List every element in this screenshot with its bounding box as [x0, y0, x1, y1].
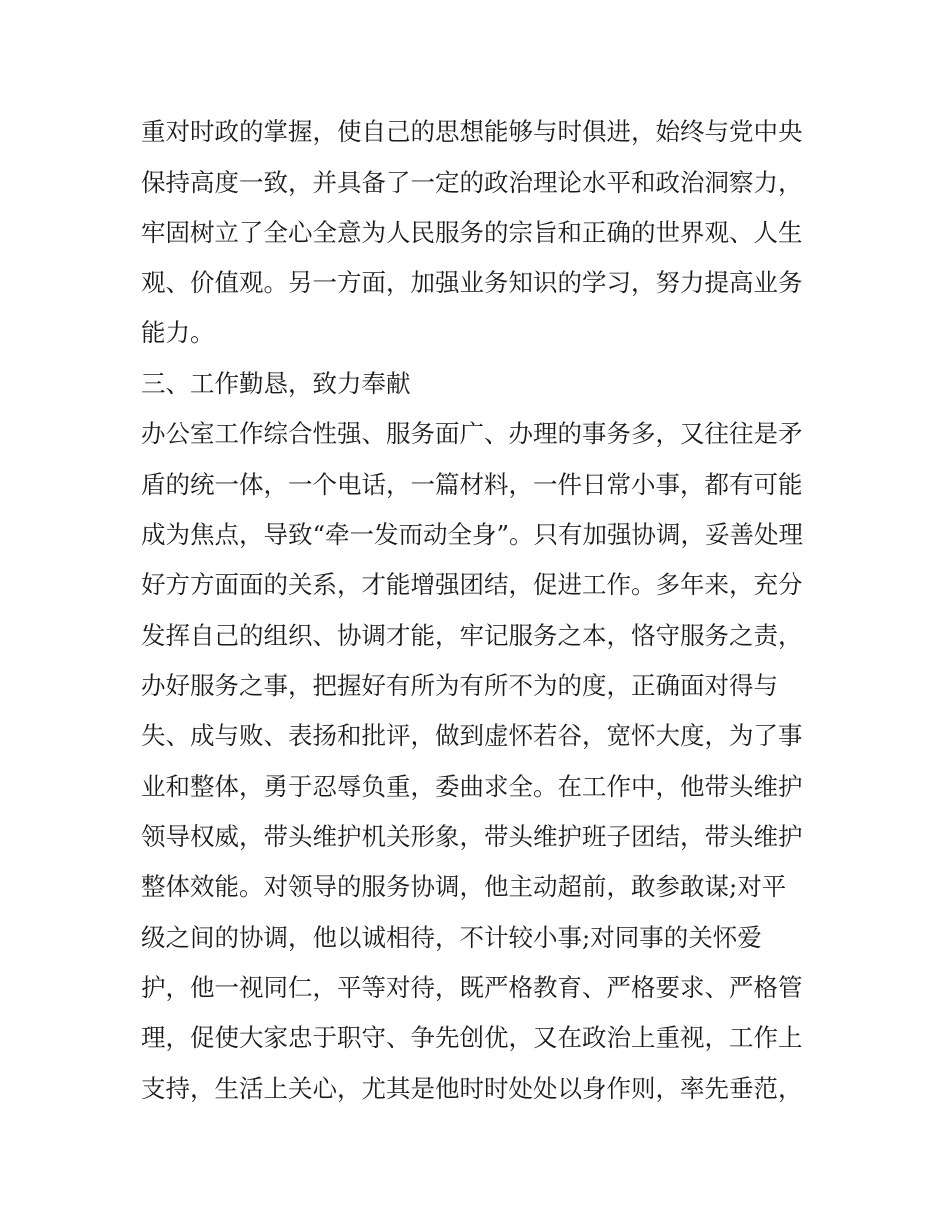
text-line: 发挥自己的组织、协调才能，牢记服务之本，恪守服务之责， — [141, 621, 803, 650]
text-line: 支持，生活上关心，尤其是他时时处处以身作则，率先垂范， — [141, 1074, 803, 1103]
text-line: 失、成与败、表扬和批评，做到虚怀若谷，宽怀大度，为了事 — [141, 721, 803, 750]
text-line: 好方方面面的关系，才能增强团结，促进工作。多年来，充分 — [141, 570, 803, 599]
text-line: 办公室工作综合性强、服务面广、办理的事务多，又往往是矛 — [141, 419, 803, 448]
text-line: 整体效能。对领导的服务协调，他主动超前，敢参敢谋;对平 — [141, 872, 787, 901]
text-line: 领导权威，带头维护机关形象，带头维护班子团结，带头维护 — [141, 822, 803, 851]
section-heading: 三、工作勤恳，致力奉献 — [141, 369, 411, 398]
text-line: 能力。 — [141, 318, 215, 347]
text-line: 护，他一视同仁，平等对待，既严格教育、严格要求、严格管 — [141, 973, 803, 1002]
text-line: 业和整体，勇于忍辱负重，委曲求全。在工作中，他带头维护 — [141, 772, 803, 801]
text-line: 办好服务之事，把握好有所为有所不为的度，正确面对得与 — [141, 671, 778, 700]
text-line: 成为焦点，导致“牵一发而动全身”。只有加强协调，妥善处理 — [141, 520, 804, 549]
text-line: 理，促使大家忠于职守、争先创优，又在政治上重视，工作上 — [141, 1023, 803, 1052]
text-line: 牢固树立了全心全意为人民服务的宗旨和正确的世界观、人生 — [141, 218, 803, 247]
text-line: 观、价值观。另一方面，加强业务知识的学习，努力提高业务 — [141, 268, 803, 297]
text-line: 保持高度一致，并具备了一定的政治理论水平和政治洞察力， — [141, 168, 803, 197]
text-line: 盾的统一体，一个电话，一篇材料，一件日常小事，都有可能 — [141, 470, 803, 499]
text-line: 重对时政的掌握，使自己的思想能够与时俱进，始终与党中央 — [141, 117, 803, 146]
text-line: 级之间的协调，他以诚相待，不计较小事;对同事的关怀爱 — [141, 923, 762, 952]
